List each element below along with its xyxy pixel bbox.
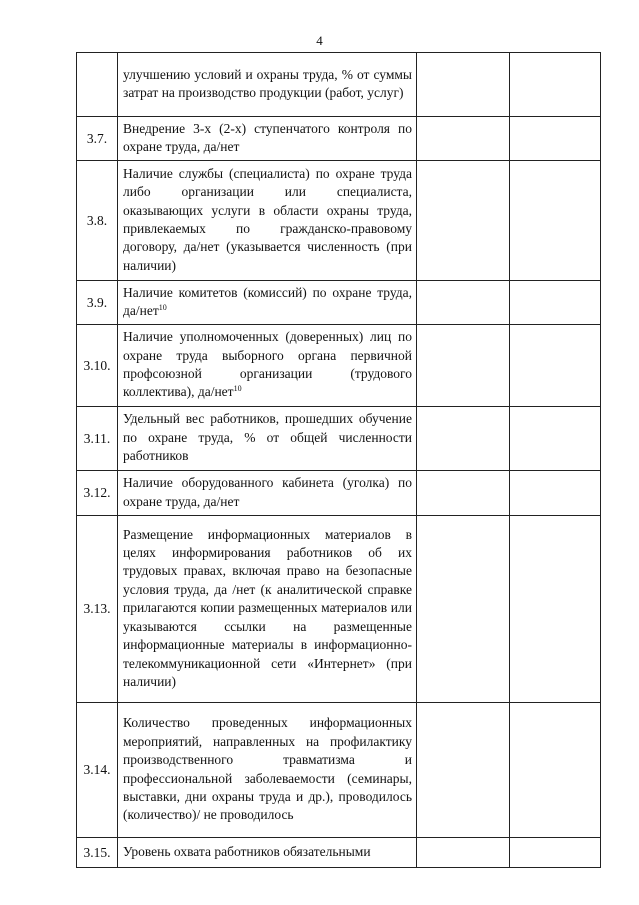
row-description: Наличие службы (специалиста) по охране труда либо организации или специалиста, оказывающих услуги в области охраны труда, привлекаемых по гражданско-правовому договору, да/нет (указывается численность (при наличии) xyxy=(118,161,417,281)
footnote-ref: 10 xyxy=(233,384,242,394)
row-description: Уровень охвата работников обязательными xyxy=(118,838,417,868)
value-cell xyxy=(510,53,601,117)
value-cell xyxy=(417,407,510,471)
labor-safety-table xyxy=(76,52,601,868)
table-row xyxy=(77,281,601,325)
table-row xyxy=(77,53,601,117)
row-number: 3.13. xyxy=(77,516,118,703)
value-cell xyxy=(417,281,510,325)
value-cell xyxy=(417,325,510,407)
row-number: 3.11. xyxy=(77,407,118,471)
row-number: 3.9. xyxy=(77,281,118,325)
footnote-ref: 10 xyxy=(158,303,167,312)
page-number: 4 xyxy=(316,33,323,48)
value-cell xyxy=(510,117,601,161)
value-cell xyxy=(510,407,601,471)
row-number: 3.8. xyxy=(77,161,118,281)
row-number: 3.7. xyxy=(77,117,118,161)
value-cell xyxy=(510,161,601,281)
table-row xyxy=(77,161,601,281)
value-cell xyxy=(417,703,510,838)
row-description: Внедрение 3-х (2-х) ступенчатого контроля по охране труда, да/нет xyxy=(118,117,417,161)
row-description: Количество проведенных информационных мероприятий, направленных на профилактику производственного травматизма и профессиональной заболеваемости (семинары, выставки, дни охраны труда и др.), проводилось (количество)/ не проводилось xyxy=(118,703,417,838)
value-cell xyxy=(417,117,510,161)
row-description: Наличие комитетов (комиссий) по охране труда, да/нет$^{10}$ xyxy=(118,281,417,325)
table-row xyxy=(77,407,601,471)
value-cell xyxy=(510,471,601,516)
value-cell xyxy=(510,838,601,868)
value-cell xyxy=(510,325,601,407)
row-number: 3.15. xyxy=(77,838,118,868)
table-row xyxy=(77,471,601,516)
table-row xyxy=(77,117,601,161)
value-cell xyxy=(417,838,510,868)
row-description: Наличие уполномоченных (доверенных) лиц по охране труда выборного органа первичной профсоюзной организации (трудового коллектива), да/нет$^{10}$ xyxy=(118,325,417,407)
table-row xyxy=(77,703,601,838)
table-row xyxy=(77,325,601,407)
row-number xyxy=(77,53,118,117)
value-cell xyxy=(417,516,510,703)
row-description: улучшению условий и охраны труда, % от суммы затрат на производство продукции (работ, услуг) xyxy=(118,53,417,117)
value-cell xyxy=(510,516,601,703)
row-description: Наличие оборудованного кабинета (уголка) по охране труда, да/нет xyxy=(118,471,417,516)
row-number: 3.14. xyxy=(77,703,118,838)
row-description: Размещение информационных материалов в целях информирования работников об их трудовых правах, включая право на безопасные условия труда, да /нет (к аналитической справке прилагаются копии размещенных материалов или указываются ссылки на размещенные информационные материалы в информационно-телекоммуникационной сети «Интернет» (при наличии) xyxy=(118,516,417,703)
value-cell xyxy=(417,471,510,516)
value-cell xyxy=(510,703,601,838)
value-cell xyxy=(417,53,510,117)
row-number: 3.10. xyxy=(77,325,118,407)
row-number: 3.12. xyxy=(77,471,118,516)
row-description: Удельный вес работников, прошедших обучение по охране труда, % от общей численности работников xyxy=(118,407,417,471)
value-cell xyxy=(510,281,601,325)
table-row xyxy=(77,516,601,703)
table-row xyxy=(77,838,601,868)
value-cell xyxy=(417,161,510,281)
